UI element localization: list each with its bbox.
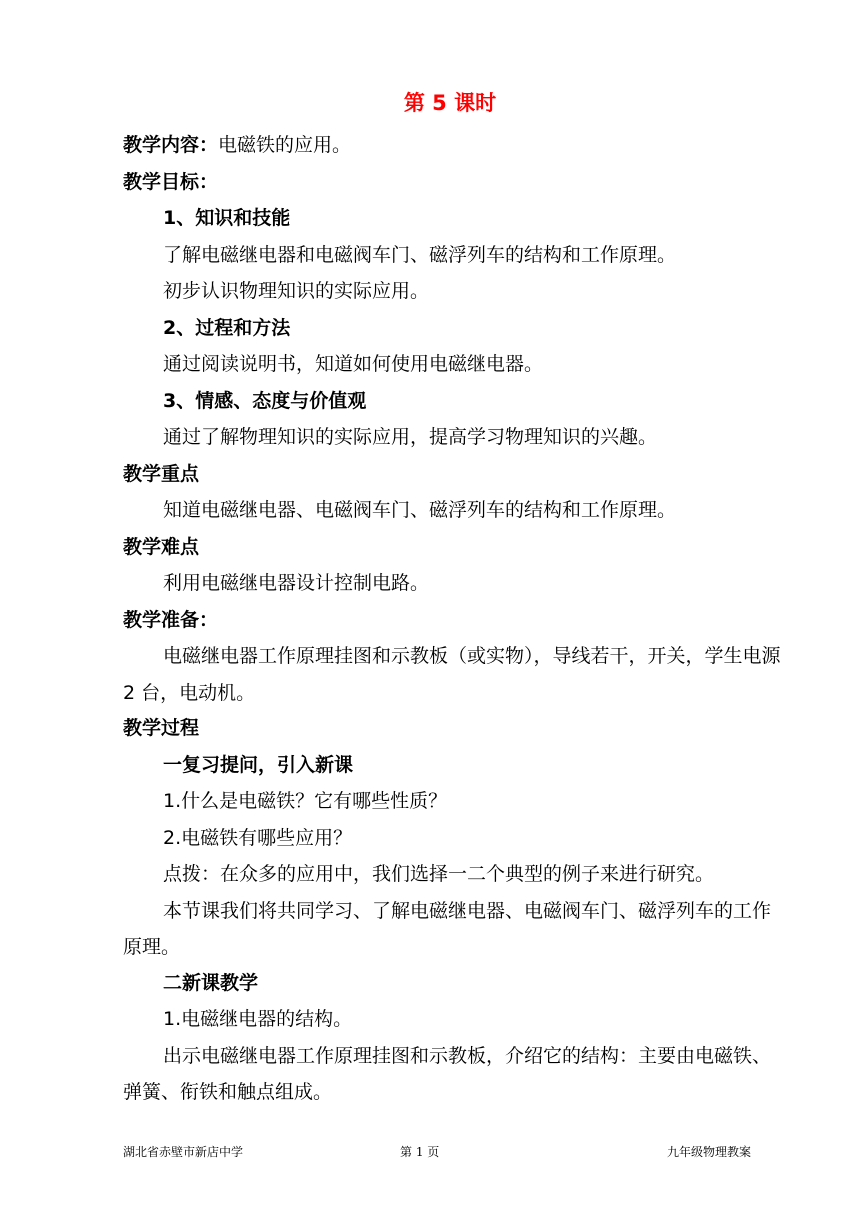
process-part-1-heading: 一复习提问，引入新课 [163, 753, 354, 776]
objective-3-heading: 3、情感、态度与价值观 [163, 389, 367, 412]
difficulties-text: 利用电磁继电器设计控制电路。 [163, 572, 430, 594]
process-label: 教学过程 [123, 717, 200, 739]
objective-2-heading: 2、过程和方法 [163, 316, 291, 339]
teaching-content [123, 133, 783, 158]
process-part-2-paragraph: 出示电磁继电器工作原理挂图和示教板，介绍它的结构：主要由电磁铁、弹簧、衔铁和触点组成。 [123, 1044, 772, 1103]
footer-school: 湖北省赤壁市新店中学 [123, 1145, 244, 1159]
process-part-1-line: 1.什么是电磁铁？它有哪些性质？ [163, 790, 448, 812]
footer-doc-type: 九年级物理教案 [667, 1145, 752, 1159]
process-part-1-paragraph: 本节课我们将共同学习、了解电磁继电器、电磁阀车门、磁浮列车的工作原理。 [123, 899, 772, 958]
objective-1-line: 初步认识物理知识的实际应用。 [163, 280, 430, 302]
objective-2-line: 通过阅读说明书，知道如何使用电磁继电器。 [163, 353, 544, 375]
process-part-2-heading: 二新课教学 [163, 971, 259, 994]
process-part-1-line: 点拨：在众多的应用中，我们选择一二个典型的例子来进行研究。 [163, 863, 715, 885]
key-points-label: 教学重点 [123, 462, 200, 485]
objective-1-heading: 1、知识和技能 [163, 207, 291, 229]
preparation-text: 电磁继电器工作原理挂图和示教板（或实物），导线若干，开关，学生电源 2 台，电动机。 [123, 645, 781, 704]
preparation-label: 教学准备： [123, 608, 219, 631]
objectives-label: 教学目标： [123, 170, 219, 193]
page-title: 第 5 课时 [403, 91, 497, 115]
process-part-1-line: 2.电磁铁有哪些应用？ [163, 826, 353, 849]
teaching-content-label: 教学内容： [123, 134, 219, 156]
difficulties-label: 教学难点 [123, 535, 200, 558]
key-points-text: 知道电磁继电器、电磁阀车门、磁浮列车的结构和工作原理。 [163, 499, 677, 521]
teaching-content-text: 电磁铁的应用。 [218, 134, 352, 156]
objective-3-line: 通过了解物理知识的实际应用，提高学习物理知识的兴趣。 [163, 426, 658, 448]
process-part-2-line: 1.电磁继电器的结构。 [163, 1008, 353, 1030]
lesson-plan-body [123, 133, 783, 1116]
footer-page-number: 第 1 页 [400, 1145, 440, 1159]
objective-1-line: 了解电磁继电器和电磁阀车门、磁浮列车的结构和工作原理。 [163, 243, 677, 266]
